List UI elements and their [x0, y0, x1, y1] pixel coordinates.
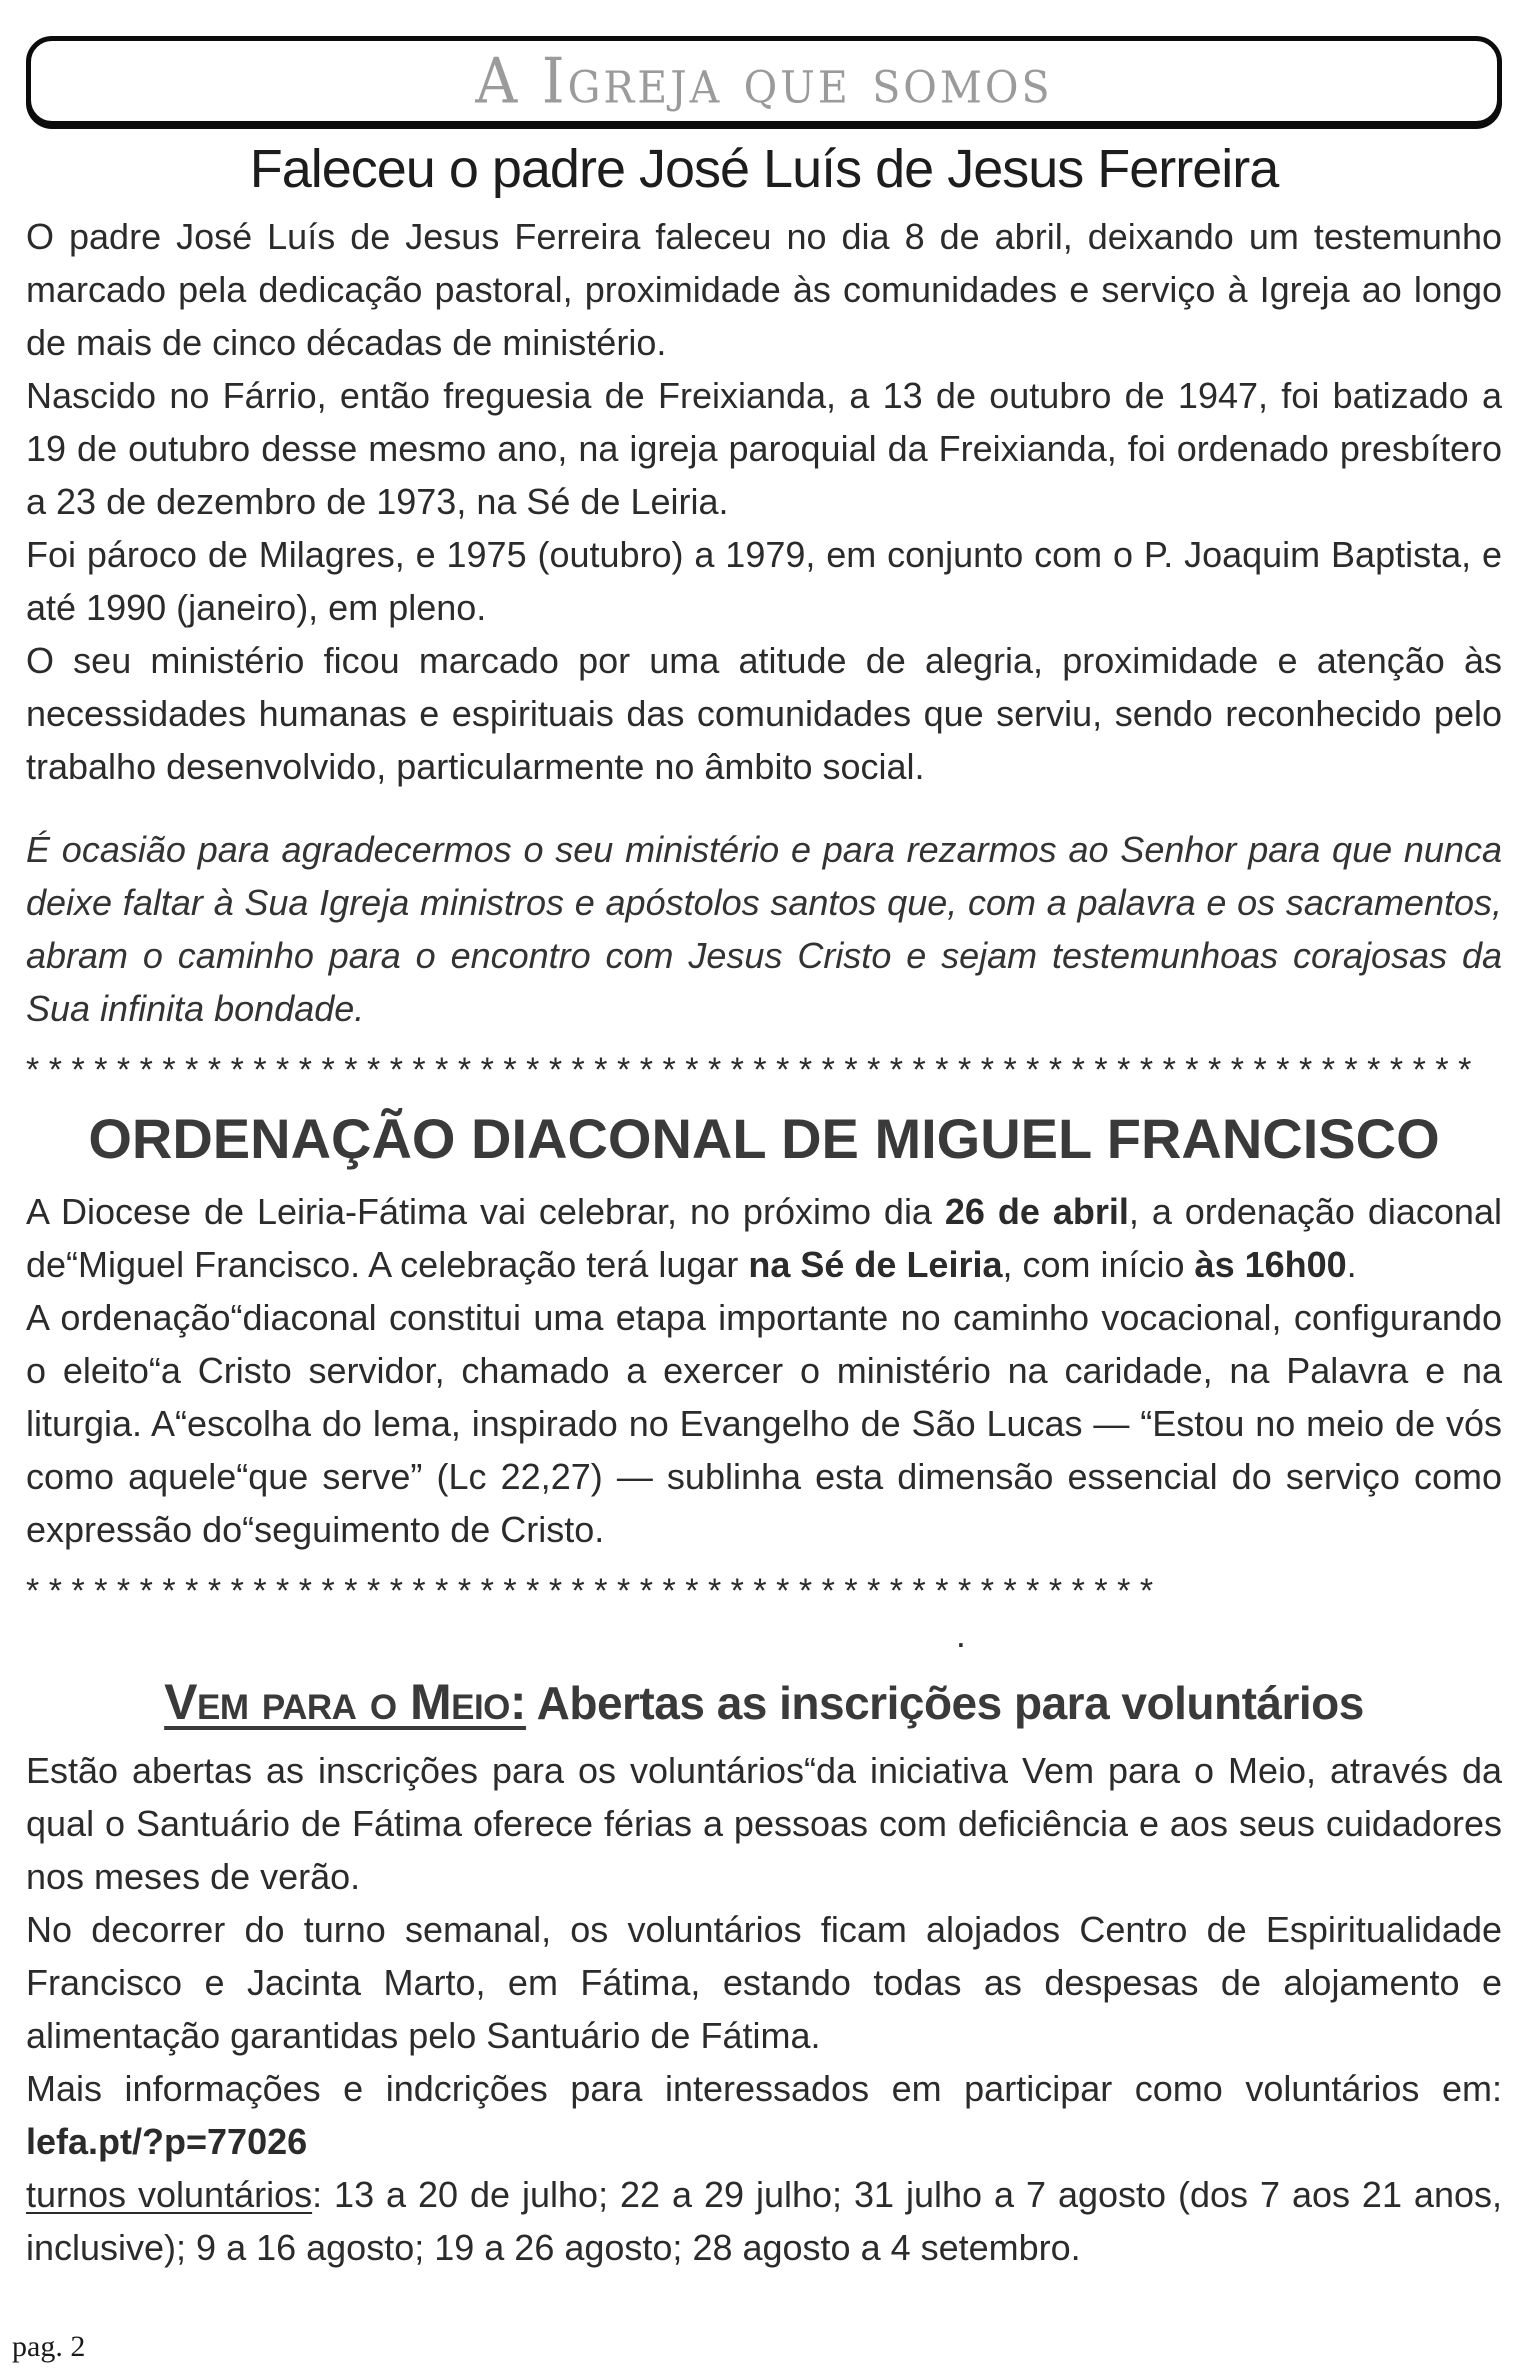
turnos-voluntarios-dates: : 13 a 20 de julho; 22 a 29 julho; 31 julho a 7 agosto (dos 7 aos 21 anos, inclusive); 9 a 16 agosto; 19 a 26 agosto; 28 agosto a 4 setembro.	[26, 2174, 1502, 2269]
ordenacao-p1-text-2: , a ordenação diaconal de“Miguel Francisco. A celebração terá lugar	[26, 1191, 1502, 1286]
article-ordenacao-title: ORDENAÇÃO DIACONAL DE MIGUEL FRANCISCO	[88, 1107, 1440, 1171]
vem-para-o-meio-title-rest: Abertas as inscrições para voluntários	[526, 1677, 1364, 1730]
turnos-voluntarios-label: turnos voluntários	[26, 2174, 313, 2216]
asterisk-separator-1: ****************************************************************	[26, 1051, 1481, 1090]
stray-period: .	[955, 1614, 966, 1656]
vem-para-o-meio-paragraph-3	[26, 2062, 1502, 2168]
page-number: pag. 2	[12, 2330, 86, 2363]
vem-para-o-meio-paragraph-4	[26, 2168, 1502, 2274]
article-faleceu-paragraph-4: O seu ministério ficou marcado por uma atitude de alegria, proximidade e atenção às necessidades humanas e espirituais das comunidades que serviu, sendo reconhecido pelo trabalho desenvolvido, particularmente no âmbito social.	[26, 640, 1502, 788]
ordenacao-p1-text-1: A Diocese de Leiria-Fátima vai celebrar, no próximo dia	[26, 1191, 945, 1233]
article-faleceu-paragraph-3: Foi pároco de Milagres, e 1975 (outubro) a 1979, em conjunto com o P. Joaquim Baptista, e até 1990 (janeiro), em pleno.	[26, 534, 1502, 629]
asterisk-separator-2: **************************************************	[26, 1572, 1163, 1611]
registration-url: lefa.pt/?p=77026	[26, 2121, 308, 2163]
ordenacao-p1-text-4: .	[1346, 1244, 1357, 1286]
article-ordenacao-paragraph-1	[26, 1185, 1502, 1291]
section-banner	[26, 36, 1502, 126]
ordenacao-p1-text-3: , com início	[1002, 1244, 1195, 1286]
article-faleceu-paragraph-2: Nascido no Fárrio, então freguesia de Freixianda, a 13 de outubro de 1947, foi batizado a 19 de outubro desse mesmo ano, na igreja paroquial da Freixianda, foi ordenado presbítero a 23 de dezembro de 1973, na Sé de Leiria.	[26, 375, 1502, 523]
ordenacao-p1-bold-time: às 16h00	[1194, 1244, 1347, 1286]
article-vem-para-o-meio-title	[26, 1672, 1502, 1732]
info-text: Mais informações e indcrições para interessados em participar como voluntários em:	[26, 2068, 1502, 2110]
vem-para-o-meio-lema: Vem para o Meio:	[164, 1674, 527, 1731]
ordenacao-p1-bold-place: na Sé de Leiria	[748, 1244, 1003, 1286]
vem-para-o-meio-paragraph-1: Estão abertas as inscrições para os voluntários“da iniciativa Vem para o Meio, através da qual o Santuário de Fátima oferece férias a pessoas com deficiência e aos seus cuidadores nos meses de verão.	[26, 1750, 1502, 1898]
ordenacao-p1-bold-date: 26 de abril	[944, 1191, 1129, 1233]
article-faleceu-paragraph-1: O padre José Luís de Jesus Ferreira faleceu no dia 8 de abril, deixando um testemunho marcado pela dedicação pastoral, proximidade às comunidades e serviço à Igreja ao longo de mais de cinco décadas de ministério.	[26, 216, 1502, 364]
vem-para-o-meio-paragraph-2: No decorrer do turno semanal, os voluntários ficam alojados Centro de Espiritualidade Francisco e Jacinta Marto, em Fátima, estando todas as despesas de alojamento e alimentação garantidas pelo Santuário de Fátima.	[26, 1909, 1502, 2057]
banner-title: A Igreja que somos	[475, 44, 1053, 118]
article-faleceu-title: Faleceu o padre José Luís de Jesus Ferreira	[249, 139, 1279, 199]
article-ordenacao-paragraph-2: A ordenação“diaconal constitui uma etapa importante no caminho vocacional, configurando o eleito“a Cristo servidor, chamado a exercer o ministério na caridade, na Palavra e na liturgia. A“escolha do lema, inspirado no Evangelho de São Lucas — “Estou no meio de vós como aquele“que serve” (Lc 22,27) — sublinha esta dimensão essencial do serviço como expressão do“seguimento de Cristo.	[26, 1297, 1502, 1551]
article-faleceu-prayer-note: É ocasião para agradecermos o seu ministério e para rezarmos ao Senhor para que nunca deixe faltar à Sua Igreja ministros e apóstolos santos que, com a palavra e os sacramentos, abram o caminho para o encontro com Jesus Cristo e sejam testemunhoas corajosas da Sua infinita bondade.	[26, 829, 1502, 1030]
